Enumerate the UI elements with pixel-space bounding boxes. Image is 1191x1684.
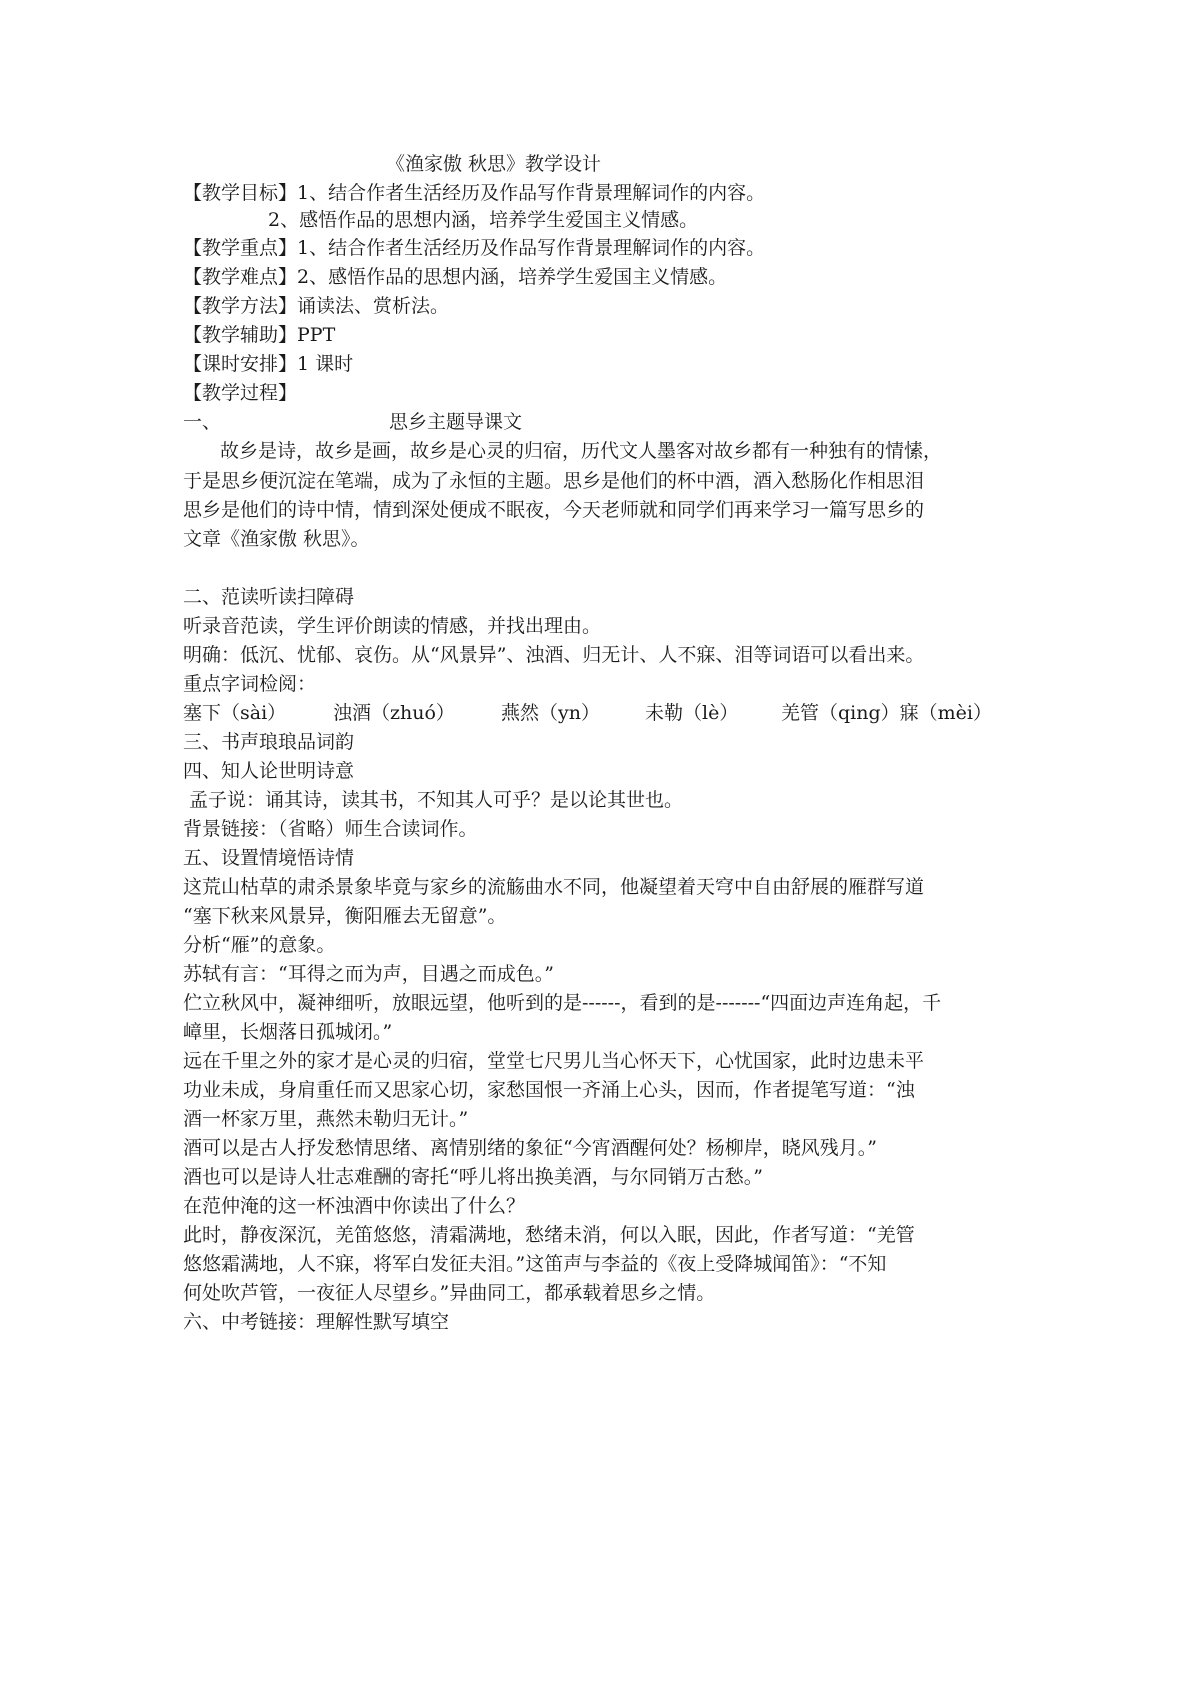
section-1-heading: [183, 407, 522, 437]
section-5-line: 远在千里之外的家才是心灵的归宿，堂堂七尺男儿当心怀天下，心忧国家，此时边患未平: [183, 1050, 925, 1072]
section-4-heading: 四、知人论世明诗意: [183, 760, 355, 782]
teaching-aid: 【教学辅助】PPT: [183, 324, 336, 346]
section-5-line: 嶂里，长烟落日孤城闭。”: [183, 1021, 393, 1043]
section-1-number: 一、: [183, 411, 222, 433]
section-2-line: 明确：低沉、忧郁、哀伤。从“风景异”、浊酒、归无计、人不寐、泪等词语可以看出来。: [183, 644, 925, 666]
teaching-key-point: 【教学重点】1、结合作者生活经历及作品写作背景理解词作的内容。: [183, 237, 766, 259]
section-5-line: 分析“雁”的意象。: [183, 934, 336, 956]
teaching-difficulty: 【教学难点】2、感悟作品的思想内涵，培养学生爱国主义情感。: [183, 266, 728, 288]
pinyin-word: 未勒（lè）: [645, 702, 739, 724]
section-5-line: “塞下秋来风景异，衡阳雁去无留意”。: [183, 905, 507, 927]
section-5-line: 何处吹芦管，一夜征人尽望乡。”异曲同工，都承载着思乡之情。: [183, 1282, 716, 1304]
section-5-line: 苏轼有言：“耳得之而为声，目遇之而成色。”: [183, 963, 554, 985]
pinyin-word: 塞下（sài）: [183, 702, 287, 724]
section-5-line: 酒可以是古人抒发愁情思绪、离情别绪的象征“今宵酒醒何处？杨柳岸，晓风残月。”: [183, 1137, 877, 1159]
section-2-line: 听录音范读，学生评价朗读的情感，并找出理由。: [183, 615, 602, 637]
section-1-title: 思乡主题导课文: [389, 411, 523, 433]
pinyin-word: 羌管（qing）寐（mèi）: [781, 702, 992, 724]
section-2-heading: 二、范读听读扫障碍: [183, 586, 355, 608]
intro-paragraph-line: 文章《渔家傲 秋思》。: [183, 528, 370, 550]
document-title: 《渔家傲 秋思》教学设计: [386, 153, 602, 175]
section-4-line: 背景链接：（省略）师生合读词作。: [183, 818, 478, 840]
intro-paragraph-line: 于是思乡便沉淀在笔端，成为了永恒的主题。思乡是他们的杯中酒，酒入愁肠化作相思泪: [183, 470, 925, 492]
section-5-line: 伫立秋风中，凝神细听，放眼远望，他听到的是------，看到的是-------“四面边声连角起，千: [183, 992, 942, 1014]
pinyin-word-list: [183, 698, 992, 728]
section-5-line: 功业未成，身肩重任而又思家心切，家愁国恨一齐涌上心头，因而，作者提笔写道：“浊: [183, 1079, 915, 1101]
section-2-line: 重点字词检阅：: [183, 673, 317, 695]
teaching-method: 【教学方法】诵读法、赏析法。: [183, 295, 450, 317]
class-hours: 【课时安排】1 课时: [183, 353, 354, 375]
teaching-objective-1: 【教学目标】1、结合作者生活经历及作品写作背景理解词作的内容。: [183, 182, 766, 204]
section-5-line: 此时，静夜深沉，羌笛悠悠，清霜满地，愁绪未消，何以入眠，因此，作者写道：“羌管: [183, 1224, 915, 1246]
pinyin-word: 燕然（yn）: [501, 702, 600, 724]
section-5-heading: 五、设置情境悟诗情: [183, 847, 355, 869]
section-3-heading: 三、书声琅琅品词韵: [183, 731, 355, 753]
section-6-heading: 六、中考链接：理解性默写填空: [183, 1311, 450, 1333]
section-5-line: 在范仲淹的这一杯浊酒中你读出了什么？: [183, 1195, 526, 1217]
teaching-process-heading: 【教学过程】: [183, 382, 298, 404]
section-4-line: 孟子说：诵其诗，读其书，不知其人可乎？是以论其世也。: [189, 789, 684, 811]
section-5-line: 酒一杯家万里，燕然未勒归无计。”: [183, 1108, 469, 1130]
intro-paragraph-line: 故乡是诗，故乡是画，故乡是心灵的归宿，历代文人墨客对故乡都有一种独有的情愫，: [220, 440, 943, 462]
section-5-line: 这荒山枯草的肃杀景象毕竟与家乡的流觞曲水不同，他凝望着天穹中自由舒展的雁群写道: [183, 876, 925, 898]
intro-paragraph-line: 思乡是他们的诗中情，情到深处便成不眠夜，今天老师就和同学们再来学习一篇写思乡的: [183, 499, 925, 521]
section-5-line: 酒也可以是诗人壮志难酬的寄托“呼儿将出换美酒，与尔同销万古愁。”: [183, 1166, 763, 1188]
section-5-line: 悠悠霜满地，人不寐，将军白发征夫泪。”这笛声与李益的《夜上受降城闻笛》：“不知: [183, 1253, 887, 1275]
teaching-objective-2: 2、感悟作品的思想内涵，培养学生爱国主义情感。: [268, 209, 699, 231]
pinyin-word: 浊酒（zhuó）: [333, 702, 455, 724]
